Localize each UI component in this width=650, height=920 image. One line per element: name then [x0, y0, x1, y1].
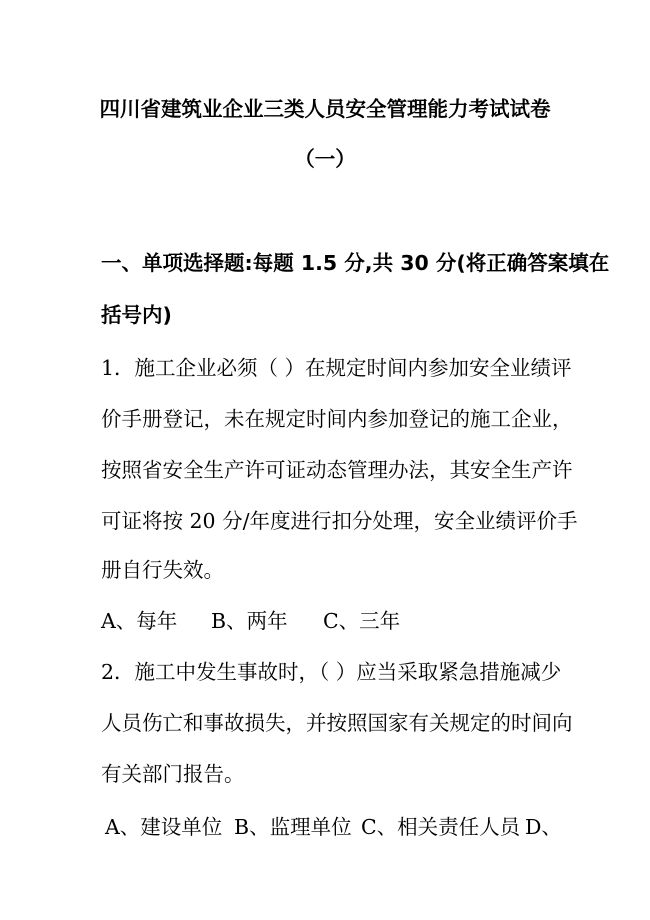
- option-c: C、相关责任人员: [361, 815, 521, 839]
- option-c: C、三年: [323, 609, 401, 633]
- question-text-line: 1．施工企业必须（ ）在规定时间内参加安全业绩评: [101, 356, 572, 380]
- section-heading-continued: 括号内): [101, 303, 172, 327]
- exam-title: 四川省建筑业企业三类人员安全管理能力考试试卷: [99, 97, 551, 121]
- option-b: B、两年: [211, 609, 288, 633]
- question-text-line: 人员伤亡和事故损失，并按照国家有关规定的时间向: [101, 711, 573, 735]
- question-text-line: 册自行失效。: [101, 558, 224, 582]
- option-b: B、监理单位: [234, 815, 352, 839]
- option-a: A、每年: [101, 609, 178, 633]
- option-d: D、: [525, 815, 562, 839]
- question-text-line: 有关部门报告。: [101, 762, 245, 786]
- section-heading: 一、单项选择题:每题 1.5 分,共 30 分(将正确答案填在: [101, 251, 610, 275]
- question-text-line: 可证将按 20 分/年度进行扣分处理，安全业绩评价手: [101, 509, 578, 533]
- question-text-line: 价手册登记，未在规定时间内参加登记的施工企业，: [101, 407, 573, 431]
- option-a: A、建设单位: [105, 815, 223, 839]
- exam-title-number: （一）: [294, 147, 356, 171]
- question-text-line: 按照省安全生产许可证动态管理办法，其安全生产许: [101, 458, 573, 482]
- question-text-line: 2．施工中发生事故时，（ ）应当采取紧急措施减少: [101, 660, 562, 684]
